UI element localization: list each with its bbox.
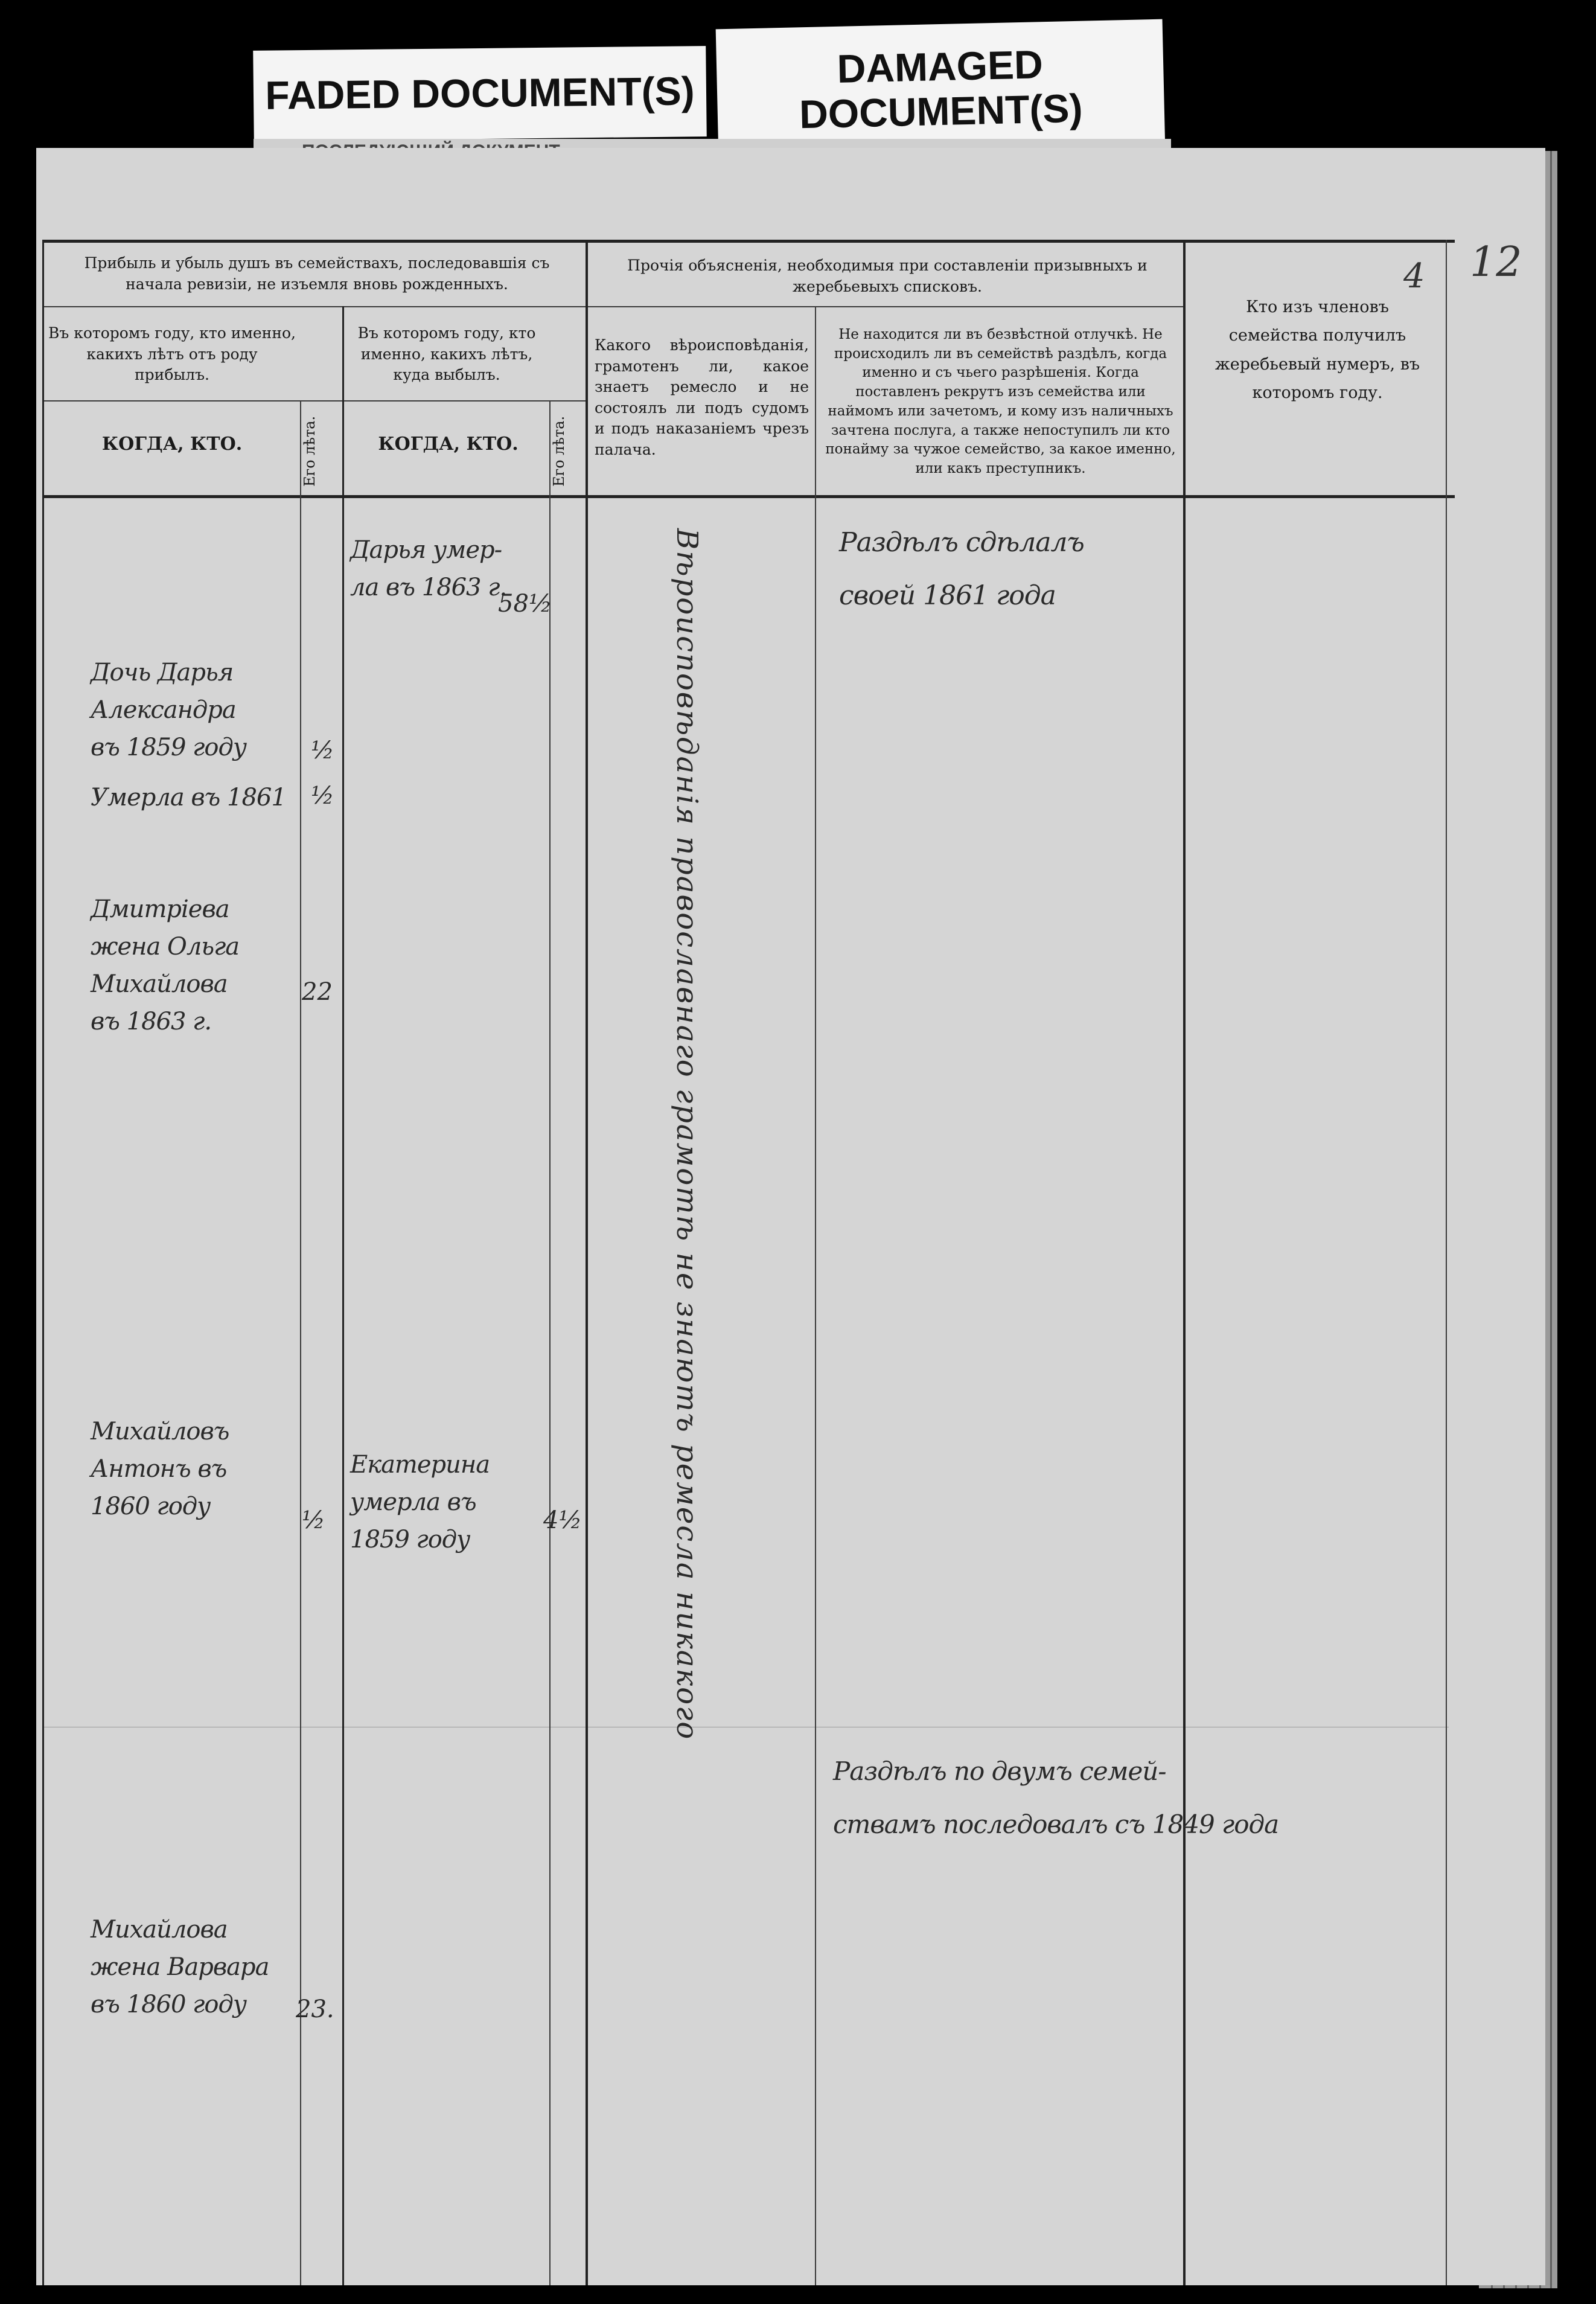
- arrived-age-4: ½: [302, 1506, 325, 1534]
- subhead-rule-left: [42, 400, 586, 402]
- col-rule-c: [342, 306, 344, 2285]
- header-arrived: Въ которомъ году, кто именно, какихъ лѣтъ отъ роду прибылъ.: [48, 324, 296, 383]
- arrived-entry-5: Михайлова жена Варвара въ 1860 году: [91, 1916, 269, 2018]
- religion-entry: Вѣроисповѣданiя православнаго грамотѣ не знаютъ ремесла никакого: [670, 528, 704, 1741]
- header-departed: Въ которомъ году, кто именно, какихъ лѣтъ, куда выбылъ.: [357, 324, 536, 383]
- col-rule-d: [549, 402, 551, 2285]
- damaged-document-label: [716, 19, 1166, 159]
- departed-age-2: 4½: [543, 1506, 583, 1534]
- header-when-who-1: КОГДА, КТО.: [101, 434, 243, 455]
- header-absence: Не находится ли въ безвѣстной отлучкѣ. Не происходилъ ли въ семействѣ раздѣлъ, когда именно и съ чьего разрѣшенiя. Когда поставленъ рекрутъ изъ семейства или наймомъ или зачетомъ, и кому изъ наличныхъ зачтена послуга, а также непоступилъ ли кто понайму за чужое семейство, за какое именно, или какъ преступникъ.: [825, 327, 1176, 477]
- arrived-age-2: ½: [311, 782, 334, 810]
- folio-scribble: 4: [1403, 257, 1425, 296]
- departed-age-1: 58½: [498, 590, 552, 618]
- departed-entry-1: Дарья умер- ла въ 1863 г.: [350, 536, 507, 601]
- note-entry-2: Раздѣлъ по двумъ семей- ствамъ последовалъ съ 1849 года: [833, 1756, 1279, 1840]
- col-rule-a: [42, 240, 44, 2285]
- group-rule-mid: [586, 306, 1183, 307]
- arrived-entry-3: Дмитрiева жена Ольга Михайлова въ 1863 г.: [91, 895, 240, 1035]
- col-rule-g: [1183, 240, 1186, 2285]
- ledger-page: [36, 148, 1545, 2285]
- col-rule-e: [586, 240, 588, 2285]
- header-age-1: Его лѣта.: [301, 415, 318, 487]
- header-lot-number: Кто изъ членовъ семейства получилъ жеребьевый нумеръ, въ которомъ году.: [1215, 298, 1420, 402]
- arrived-age-3: 22: [302, 978, 333, 1006]
- faded-document-label: FADED DOCUMENT(S): [253, 46, 707, 141]
- arrived-entry-2: Умерла въ 1861: [91, 784, 286, 811]
- col-rule-f: [815, 306, 816, 2285]
- group-rule-left: [42, 306, 586, 307]
- arrived-entry-4: Михайловъ Антонъ въ 1860 году: [91, 1418, 229, 1520]
- table-top-rule: [42, 240, 1455, 243]
- col-rule-h: [1446, 240, 1447, 2285]
- header-religion: Какого вѣроисповѣданiя, грамотенъ ли, какое знаетъ ремесло и не состоялъ ли подъ судомъ и подъ наказанiемъ чрезъ палача.: [595, 336, 809, 458]
- arrived-entry-1: Дочь Дарья Александра въ 1859 году: [91, 659, 247, 761]
- note-entry-1: Раздѣлъ сдѣлалъ своей 1861 года: [839, 527, 1084, 611]
- damaged-document-text: DAMAGED DOCUMENT(S): [799, 41, 1084, 136]
- departed-entry-2: Екатерина умерла въ 1859 году: [350, 1451, 490, 1554]
- header-bottom-rule: [42, 495, 1455, 498]
- header-when-who-2: КОГДА, КТО.: [378, 434, 519, 455]
- arrived-age-5: 23.: [296, 1995, 334, 2023]
- folio-number: 12: [1470, 238, 1522, 286]
- header-other-explanations: Прочiя объясненiя, необходимыя при составленiи призывныхъ и жеребьевыхъ списковъ.: [627, 257, 1148, 295]
- header-souls-change: Прибыль и убыль душъ въ семействахъ, последовавшiя съ начала ревизiи, не изъемля вновь рожденныхъ.: [84, 254, 550, 293]
- header-age-2: Его лѣта.: [551, 415, 567, 487]
- arrived-age-1: ½: [311, 737, 334, 764]
